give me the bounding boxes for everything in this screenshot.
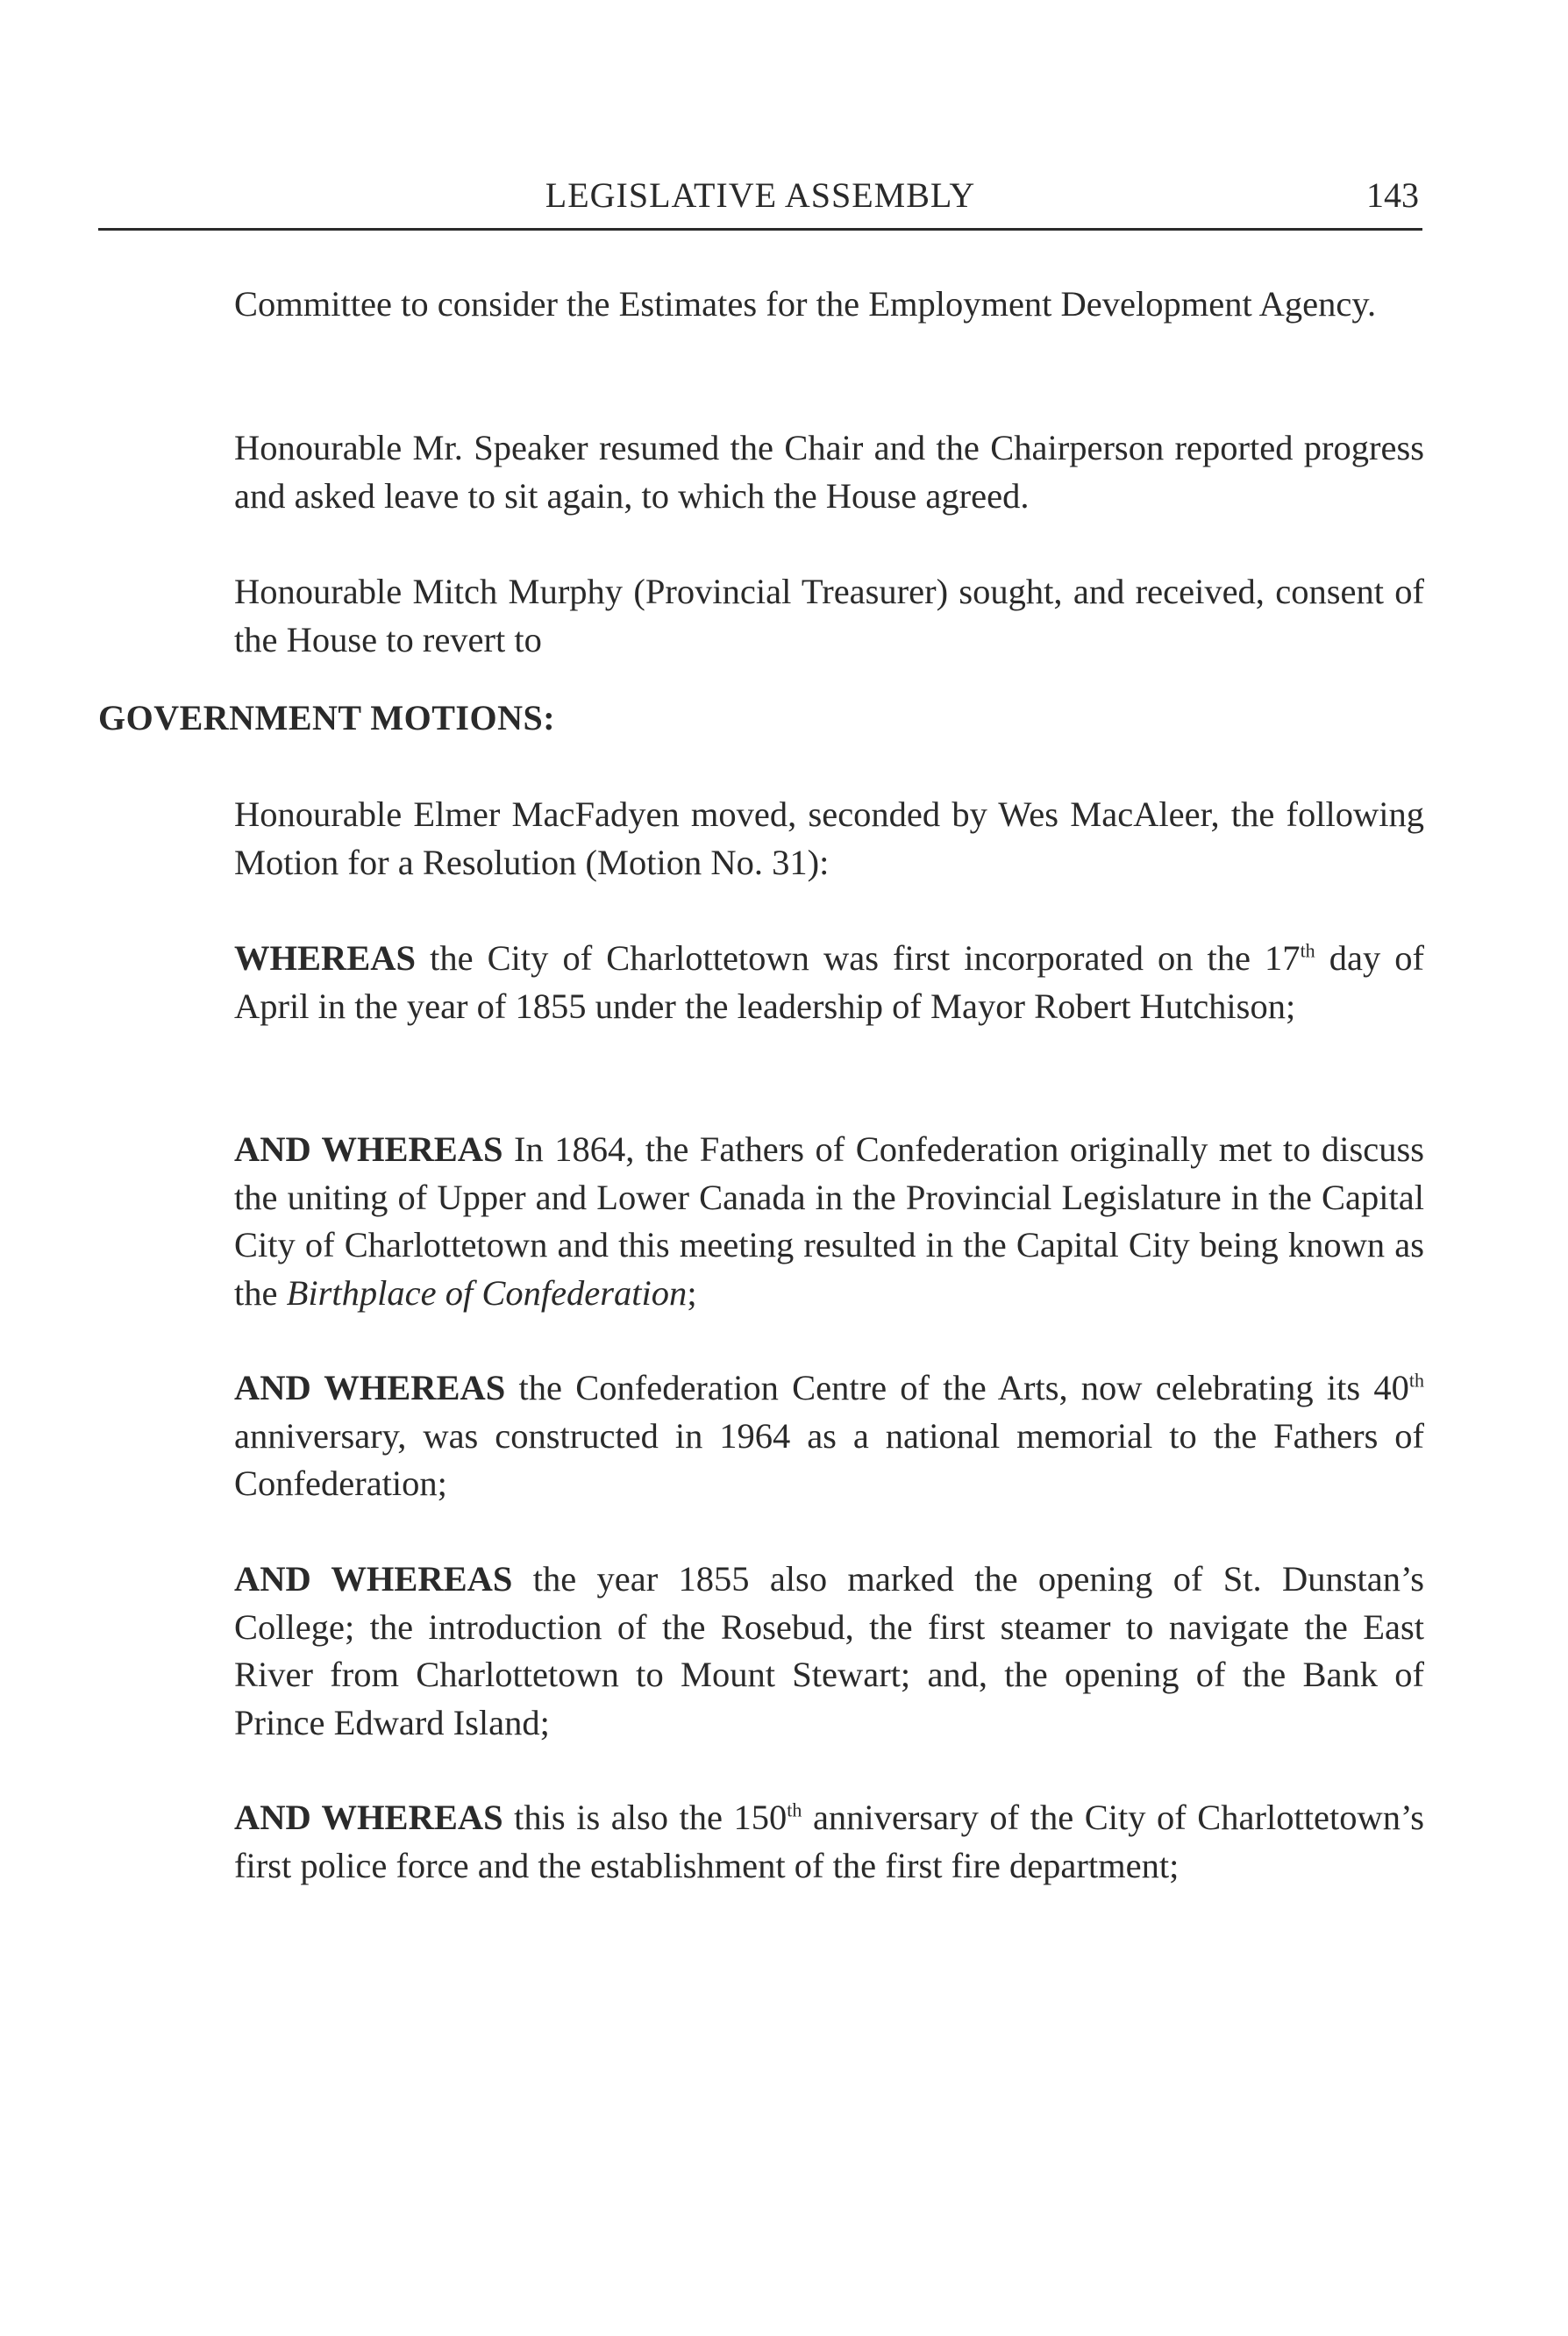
and-whereas-keyword: AND WHEREAS bbox=[234, 1129, 503, 1169]
clause-text: the City of Charlottetown was first incorporated on the 17 bbox=[416, 938, 1301, 978]
clause-text: the year 1855 also marked the opening of St. Dunstan’s College; the introduction of the Rosebud, the first steamer to navigate the East River from Charlottetown to Mount Stewart; and, the opening of the Bank of Prince Edward Island; bbox=[234, 1559, 1424, 1742]
paragraph-speaker-resumed: Honourable Mr. Speaker resumed the Chair and the Chairperson reported progress and asked leave to sit again, to which the House agreed. bbox=[234, 428, 1424, 516]
clause-text: anniversary of the City of Charlottetown’s first police force and the establishment of the first fire department; bbox=[234, 1798, 1425, 1885]
whereas-clause-5 bbox=[234, 1794, 1424, 1890]
whereas-keyword: WHEREAS bbox=[234, 938, 417, 978]
clause-text: ; bbox=[687, 1272, 697, 1313]
whereas-clause-2 bbox=[234, 1126, 1424, 1317]
ordinal-suffix: th bbox=[1408, 1369, 1425, 1392]
clause-text: the Confederation Centre of the Arts, now celebrating its 40 bbox=[505, 1368, 1409, 1407]
and-whereas-keyword: AND WHEREAS bbox=[234, 1798, 503, 1837]
ordinal-suffix: th bbox=[1300, 939, 1315, 962]
paragraph-treasurer-consent: Honourable Mitch Murphy (Provincial Treasurer) sought, and received, consent of the House to revert to bbox=[234, 572, 1424, 659]
clause-text: this is also the 150 bbox=[502, 1798, 788, 1837]
and-whereas-keyword: AND WHEREAS bbox=[234, 1559, 513, 1599]
whereas-clause-3 bbox=[234, 1364, 1424, 1508]
page-number: 143 bbox=[1366, 175, 1419, 215]
clause-text: anniversary, was constructed in 1964 as a national memorial to the Fathers of Confederation; bbox=[234, 1415, 1424, 1503]
paragraph-committee: Committee to consider the Estimates for the Employment Development Agency. bbox=[234, 284, 1377, 324]
clause-text: In 1864, the Fathers of Confederation originally met to discuss the uniting of Upper and Lower Canada in the Provincial Legislature in the Capital City of Charlottetown and this meeting resulted in the Capital City being known as the bbox=[234, 1129, 1425, 1313]
whereas-clause-1 bbox=[234, 935, 1424, 1030]
paragraph-motion-intro: Honourable Elmer MacFadyen moved, seconded by Wes MacAleer, the following Motion for a Resolution (Motion No. 31): bbox=[234, 794, 1424, 882]
ordinal-suffix: th bbox=[787, 1798, 802, 1821]
running-header bbox=[98, 174, 1422, 231]
clause-text: day of April in the year of 1855 under the leadership of Mayor Robert Hutchison; bbox=[234, 938, 1424, 1026]
whereas-clause-4 bbox=[234, 1556, 1424, 1747]
running-header-title: LEGISLATIVE ASSEMBLY bbox=[545, 175, 976, 215]
section-heading: GOVERNMENT MOTIONS: bbox=[98, 698, 556, 737]
and-whereas-keyword: AND WHEREAS bbox=[234, 1368, 506, 1407]
italic-phrase: Birthplace of Confederation bbox=[286, 1272, 688, 1313]
